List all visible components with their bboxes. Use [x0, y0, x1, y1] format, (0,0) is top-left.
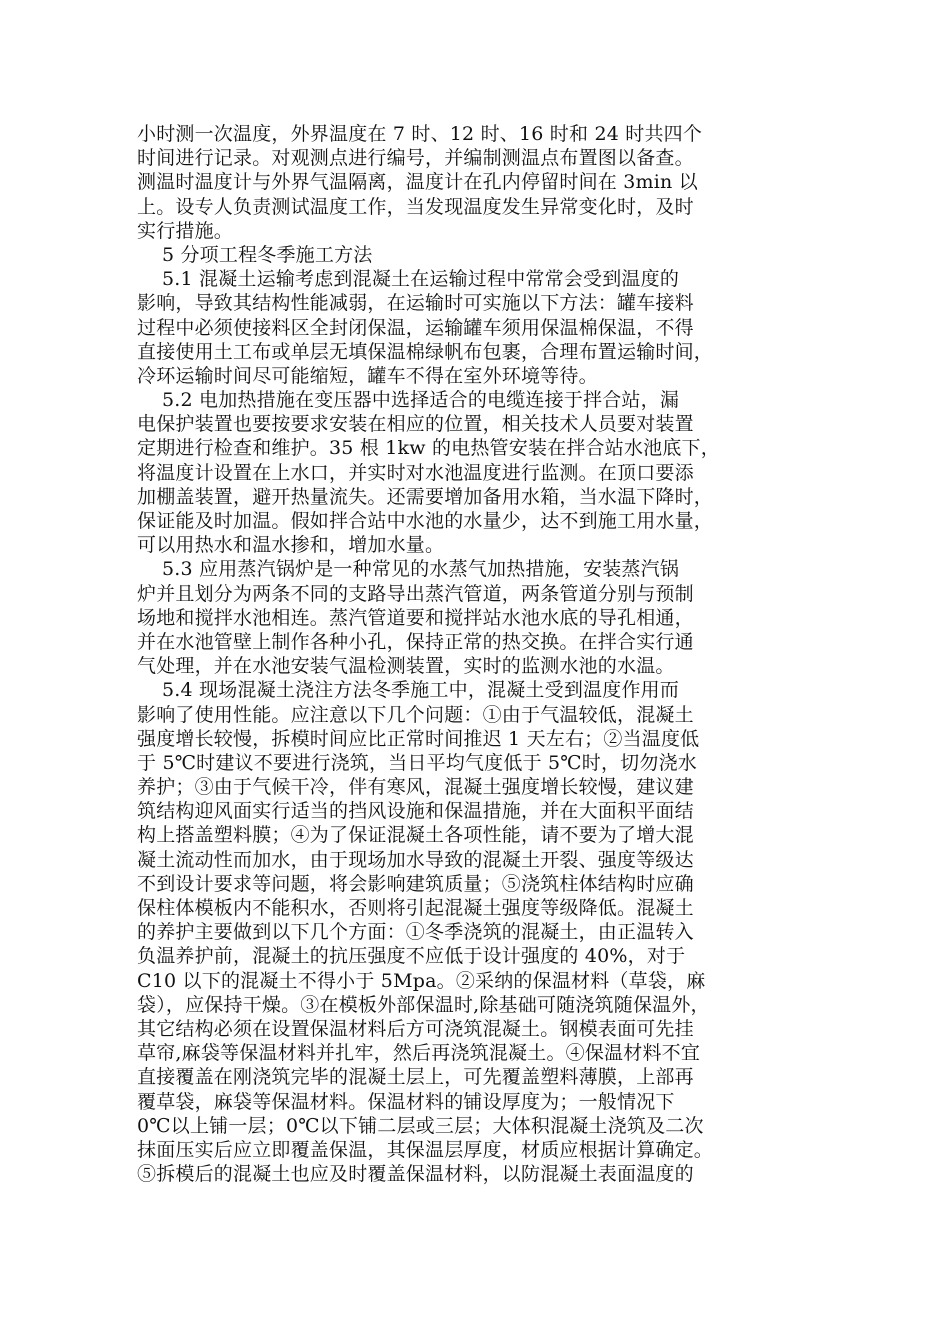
text-line: 凝土流动性而加水，由于现场加水导致的混凝土开裂、强度等级达 — [137, 848, 694, 871]
text-line: 气处理，并在水池安装气温检测装置，实时的监测水池的水温。 — [137, 655, 675, 678]
text-line: 抹面压实后应立即覆盖保温，其保温层厚度，材质应根据计算确定。 — [137, 1138, 714, 1161]
text-line: 直接使用土工布或单层无填保温棉绿帆布包裹，合理布置运输时间， — [137, 340, 714, 363]
text-line: 过程中必须使接料区全封闭保温，运输罐车须用保温棉保温，不得 — [137, 316, 694, 339]
text-line: 5.2 电加热措施在变压器中选择适合的电缆连接于拌合站，漏 — [137, 389, 680, 412]
text-line: 5.1 混凝土运输考虑到混凝土在运输过程中常常会受到温度的 — [137, 268, 680, 291]
text-line: 5.3 应用蒸汽锅炉是一种常见的水蒸气加热措施，安装蒸汽锅 — [137, 558, 680, 581]
text-line: ⑤拆模后的混凝土也应及时覆盖保温材料，以防混凝土表面温度的 — [137, 1163, 694, 1186]
text-line: 保证能及时加温。假如拌合站中水池的水量少，达不到施工用水量， — [137, 510, 714, 532]
text-line: 电保护装置也要按要求安装在相应的位置，相关技术人员要对装置 — [137, 413, 694, 436]
text-line: 定期进行检查和维护。35 根 1kw 的电热管安装在拌合站水池底下， — [137, 437, 720, 460]
text-line: 炉并且划分为两条不同的支路导出蒸汽管道，两条管道分别与预制 — [137, 582, 694, 605]
text-line: 养护；③由于气候干冷，伴有寒风，混凝土强度增长较慢，建议建 — [137, 776, 694, 799]
text-line: 影响了使用性能。应注意以下几个问题：①由于气温较低，混凝土 — [137, 703, 694, 726]
text-line: 时间进行记录。对观测点进行编号，并编制测温点布置图以备查。 — [137, 147, 694, 170]
text-line: 实行措施。 — [137, 219, 234, 242]
text-line: 并在水池管壁上制作各种小孔，保持正常的热交换。在拌合实行通 — [137, 630, 694, 653]
text-line: 保柱体模板内不能积水，否则将引起混凝土强度等级降低。混凝土 — [137, 897, 694, 919]
text-line: 影响，导致其结构性能减弱，在运输时可实施以下方法：罐车接料 — [137, 292, 694, 315]
text-line: 筑结构迎风面实行适当的挡风设施和保温措施，并在大面积平面结 — [137, 800, 694, 823]
text-line: 的养护主要做到以下几个方面：①冬季浇筑的混凝土，由正温转入 — [137, 921, 694, 944]
text-line: 上。设专人负责测试温度工作，当发现温度发生异常变化时，及时 — [137, 195, 694, 218]
text-line: 构上搭盖塑料膜；④为了保证混凝土各项性能，请不要为了增大混 — [137, 824, 694, 847]
text-line: 5.4 现场混凝土浇注方法冬季施工中，混凝土受到温度作用而 — [137, 679, 680, 702]
text-line: 覆草袋，麻袋等保温材料。保温材料的铺设厚度为；一般情况下 — [137, 1090, 675, 1113]
text-line: 5 分项工程冬季施工方法 — [137, 243, 373, 266]
text-line: C10 以下的混凝土不得小于 5Mpa。②采纳的保温材料（草袋，麻 — [137, 969, 706, 992]
text-line: 可以用热水和温水掺和，增加水量。 — [137, 534, 445, 557]
text-line: 于 5℃时建议不要进行浇筑，当日平均气度低于 5℃时，切勿浇水 — [137, 751, 697, 774]
text-line: 加棚盖装置，避开热量流失。还需要增加备用水箱，当水温下降时， — [137, 485, 714, 508]
text-line: 小时测一次温度，外界温度在 7 时、12 时、16 时和 24 时共四个 — [137, 123, 703, 145]
text-line: 袋），应保持干燥。③在模板外部保温时,除基础可随浇筑随保温外， — [137, 993, 710, 1016]
text-line: 直接覆盖在刚浇筑完毕的混凝土层上，可先覆盖塑料薄膜，上部再 — [137, 1066, 694, 1089]
text-line: 冷环运输时间尽可能缩短，罐车不得在室外环境等待。 — [137, 364, 598, 387]
text-line: 不到设计要求等问题，将会影响建筑质量；⑤浇筑柱体结构时应确 — [137, 872, 694, 895]
text-line: 强度增长较慢，拆模时间应比正常时间推迟 1 天左右；②当温度低 — [137, 727, 700, 750]
text-line: 测温时温度计与外界气温隔离，温度计在孔内停留时间在 3min 以 — [137, 171, 698, 194]
text-line: 其它结构必须在设置保温材料后方可浇筑混凝土。钢模表面可先挂 — [137, 1017, 694, 1040]
text-line: 场地和搅拌水池相连。蒸汽管道要和搅拌站水池水底的导孔相通， — [137, 606, 694, 629]
text-line: 0℃以上铺一层；0℃以下铺二层或三层；大体积混凝土浇筑及二次 — [137, 1114, 704, 1137]
text-line: 将温度计设置在上水口，并实时对水池温度进行监测。在顶口要添 — [137, 461, 694, 484]
text-line: 草帘,麻袋等保温材料并扎牢，然后再浇筑混凝土。④保温材料不宜 — [137, 1042, 701, 1065]
text-line: 负温养护前，混凝土的抗压强度不应低于设计强度的 40%，对于 — [137, 945, 686, 968]
body-text — [137, 122, 817, 1186]
